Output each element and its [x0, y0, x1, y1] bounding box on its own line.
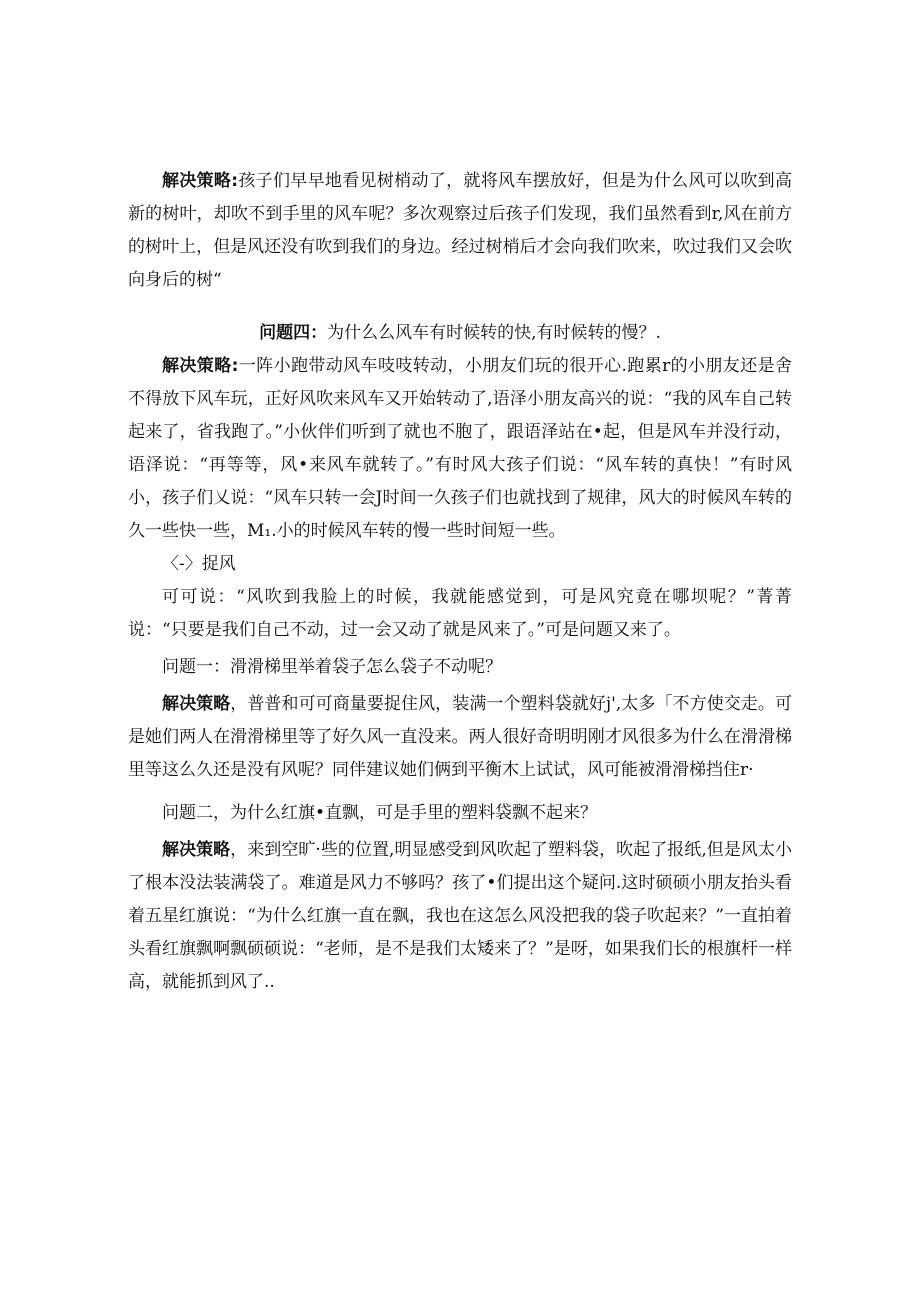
strategy-paragraph-1 [128, 165, 792, 297]
strategy-label: 解决策略: [162, 356, 239, 376]
question-label: 问题四： [259, 323, 328, 343]
question-four-heading [128, 317, 792, 350]
strategy-text: ，普普和可可商量要捉住风，装满一个塑料袋就好j',太多「不方使交走。可是她们两人在滑滑梯里等了好久风一直没来。两人很好奇明明刚才风很多为什么在滑滑梯里等这么久还是没有风呢？同伴建议她们俩到平衡木上试试，风可能被滑滑梯挡住r· [128, 694, 792, 780]
question-one: 问题一：滑滑梯里举着袋子怎么袋子不动呢？ [162, 657, 502, 677]
document-page [128, 165, 792, 999]
strategy-label: 解决策略 [162, 840, 231, 860]
section-heading-catch-wind: 〈-〉捉风 [162, 554, 236, 574]
dialogue-paragraph: 可可说：“风吹到我脸上的时候，我就能感觉到，可是风究竟在哪坝呢？”菁菁说：“只要是我们自己不动，过一会又动了就是风来了。”可是问题又来了。 [128, 587, 792, 640]
strategy-paragraph-4 [128, 834, 792, 999]
strategy-text: ，来到空旷·些的位置,明显感受到风吹起了塑料袋，吹起了报纸,但是风太小了根本没法装满袋了。难道是风力不够吗？孩了•们提出这个疑问.这时硕硕小朋友抬头看着五星红旗说：“为什么红旗一直在飘，我也在这怎么风没把我的袋子吹起来？”一直拍着头看红旗飘啊飘硕硕说：“老师，是不是我们太矮来了？”是呀，如果我们长的根旗杆一样高，就能抓到风了.. [128, 840, 792, 992]
strategy-paragraph-3 [128, 688, 792, 787]
strategy-paragraph-2 [128, 350, 792, 548]
strategy-label: 解决策略: [162, 171, 239, 191]
strategy-label: 解决策略 [162, 694, 231, 714]
strategy-text: 孩子们早早地看见树梢动了，就将风车摆放好，但是为什么风可以吹到高新的树叶，却吹不到手里的风车呢？多次观察过后孩子们发现，我们虽然看到r,风在前方的树叶上，但是风还没有吹到我们的身边。经过树梢后才会向我们吹来，吹过我们又会吹向身后的树“ [128, 171, 792, 290]
strategy-text: 一阵小跑带动风车吱吱转动，小朋友们玩的很开心.跑累r的小朋友还是舍不得放下风车玩，正好风吹来风车又开始转动了,语泽小朋友高兴的说：“我的风车自己转起来了，省我跑了。”小伙伴们听到了就也不胞了，跟语泽站在•起，但是风车并没行动，语泽说：“再等等，风•来风车就转了。”有时风大孩子们说：“风车转的真快！”有时风小，孩子们乂说：“风车只转一会J时间一久孩子们也就找到了规律，风大的时候风车转的久一些快一些，M₁.小的时候风车转的慢一些时间短一些。 [128, 356, 792, 541]
question-text: 为什么么风车有时候转的快,有时候转的慢？. [327, 323, 661, 343]
question-two: 问题二，为什么红旗•直飘，可是手里的塑料袋飘不起来？ [162, 803, 598, 823]
